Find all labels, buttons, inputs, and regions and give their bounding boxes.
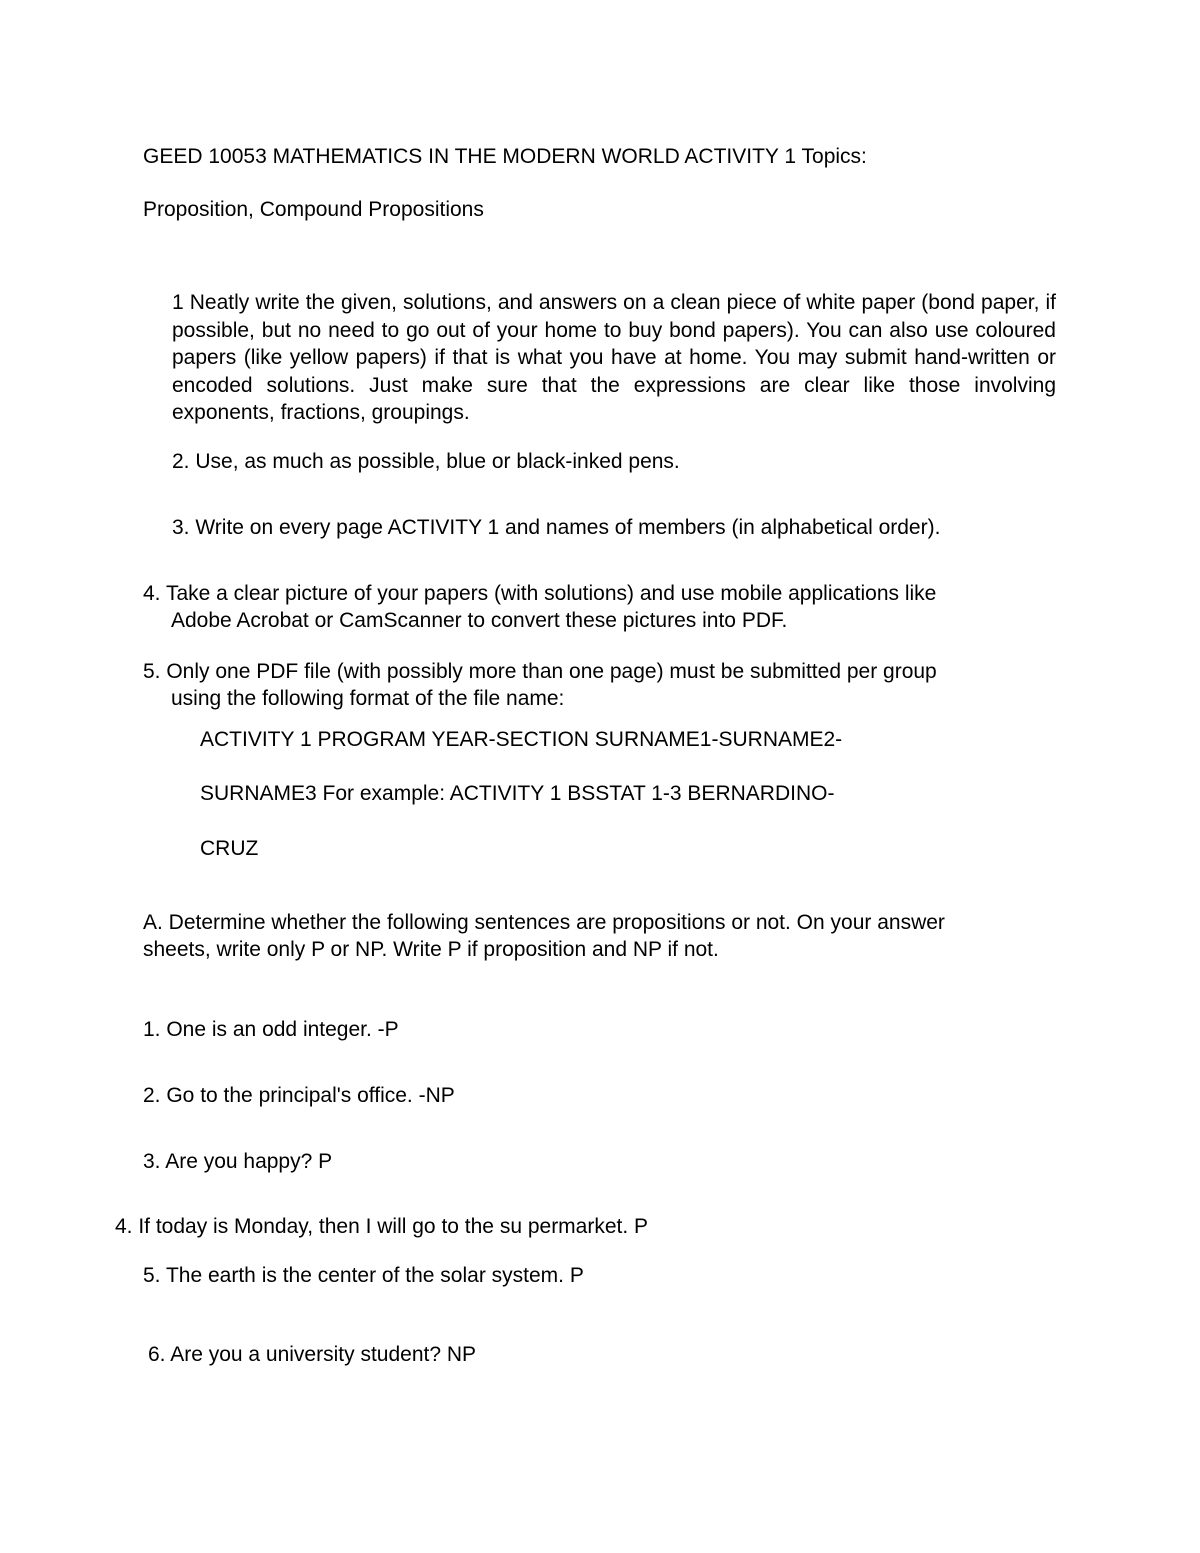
answer-item-3: 3. Are you happy? P bbox=[143, 1150, 333, 1173]
instruction-item-3: 3. Write on every page ACTIVITY 1 and names of members (in alphabetical order). bbox=[172, 516, 941, 539]
section-a-directions-line-2: sheets, write only P or NP. Write P if proposition and NP if not. bbox=[143, 938, 719, 961]
answer-item-4: 4. If today is Monday, then I will go to the su permarket. P bbox=[115, 1215, 649, 1238]
answer-item-1: 1. One is an odd integer. -P bbox=[143, 1018, 399, 1041]
instruction-item-5-line-1: 5. Only one PDF file (with possibly more than one page) must be submitted per group bbox=[143, 660, 937, 683]
instruction-item-4-line-1: 4. Take a clear picture of your papers (with solutions) and use mobile applications like bbox=[143, 582, 937, 605]
answer-item-6: 6. Are you a university student? NP bbox=[148, 1343, 477, 1366]
file-name-format-line-1: ACTIVITY 1 PROGRAM YEAR-SECTION SURNAME1-SURNAME2- bbox=[200, 728, 843, 751]
topics-line: Proposition, Compound Propositions bbox=[143, 198, 484, 221]
instruction-item-1: 1 Neatly write the given, solutions, and answers on a clean piece of white paper (bond paper, if possible, but no need to go out of your home to buy bond papers). You can also use coloured papers (like yellow papers) if that is what you have at home. You may submit hand-written or encoded solutions. Just make sure that the expressions are clear like those involving exponents, fractions, groupings. bbox=[172, 291, 1056, 424]
file-name-format-line-3: CRUZ bbox=[200, 837, 259, 860]
answer-item-2: 2. Go to the principal's office. -NP bbox=[143, 1084, 455, 1107]
answer-item-5: 5. The earth is the center of the solar system. P bbox=[143, 1264, 584, 1287]
document-title: GEED 10053 MATHEMATICS IN THE MODERN WORLD ACTIVITY 1 Topics: bbox=[143, 145, 867, 168]
instruction-item-5-line-2: using the following format of the file name: bbox=[171, 687, 565, 710]
instruction-item-4-line-2: Adobe Acrobat or CamScanner to convert these pictures into PDF. bbox=[171, 609, 788, 632]
file-name-format-line-2: SURNAME3 For example: ACTIVITY 1 BSSTAT 1-3 BERNARDINO- bbox=[200, 782, 835, 805]
instruction-item-2: 2. Use, as much as possible, blue or black-inked pens. bbox=[172, 450, 680, 473]
section-a-directions-line-1: A. Determine whether the following sentences are propositions or not. On your answer bbox=[143, 911, 945, 934]
